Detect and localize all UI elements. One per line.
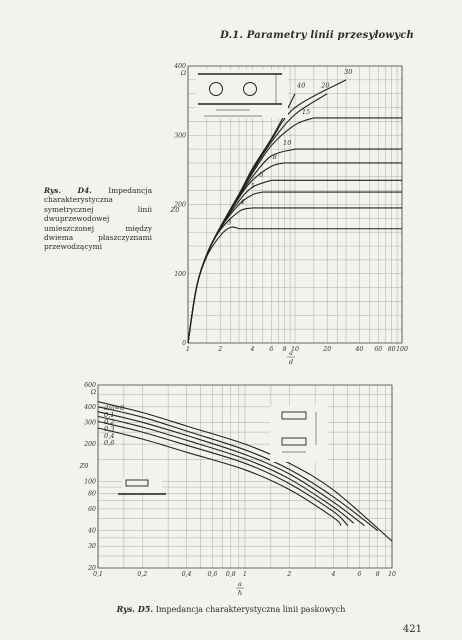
curve-label: 40 — [297, 81, 306, 90]
x-tick-label: 4 — [250, 346, 255, 353]
caption-d5-text: Impedancja charakterystyczna linii paskowych — [155, 605, 346, 614]
caption-d5-label: Rys. D5. — [116, 604, 154, 614]
y-tick-label: 400 — [84, 403, 96, 411]
x-tick-label: 6 — [357, 571, 362, 578]
y-tick-label: 100 — [84, 478, 96, 486]
x-tick-label: 1 — [186, 346, 190, 353]
x-tick-label: 100 — [396, 346, 408, 353]
x-tick-label: 0,8 — [225, 571, 236, 578]
curve-label: 3 — [227, 218, 232, 227]
curve-label: 6 — [259, 170, 264, 179]
inset-right-background — [270, 406, 328, 462]
y-tick-label: 600 — [84, 382, 96, 389]
y-tick-label: 80 — [88, 490, 96, 498]
y-tick-label: 20 — [88, 565, 96, 572]
y-axis-label: Z0 — [79, 462, 89, 470]
x-tick-label: 60 — [374, 346, 383, 353]
x-axis-label-denominator: h — [237, 589, 243, 597]
figure-caption-d5 — [0, 604, 462, 614]
y-tick-label: 300 — [84, 419, 96, 427]
y-tick-label: 30 — [88, 543, 96, 551]
curve-label: d/a=0 — [104, 404, 125, 412]
curve-label: 8 — [272, 152, 277, 161]
y-tick-label: 300 — [174, 132, 186, 140]
curve-label: 30 — [344, 67, 353, 76]
series-line-1-3 — [188, 180, 271, 343]
curve-label: 0,6 — [104, 439, 115, 447]
curve-label: 0,4 — [104, 432, 115, 440]
x-axis-label-denominator: d — [288, 358, 294, 366]
x-tick-label: 80 — [387, 346, 396, 353]
inset-background — [196, 70, 288, 118]
curve-label: 10 — [283, 139, 292, 148]
chart-d4 — [170, 63, 408, 366]
x-tick-label: 2 — [287, 571, 292, 578]
series-line-1-2 — [188, 192, 263, 343]
x-tick-label: 10 — [388, 571, 396, 578]
curve-label: 0,3 — [104, 425, 115, 433]
y-tick-label: 0 — [182, 340, 186, 347]
chart-d5 — [79, 382, 396, 597]
y-tick-label: 400 — [174, 63, 186, 70]
caption-d4-label: Rys. D4. — [44, 186, 92, 195]
x-tick-label: 8 — [375, 571, 380, 578]
page-number: 421 — [402, 624, 422, 635]
y-tick-label: 40 — [88, 527, 96, 535]
y-axis-label: Z0 — [170, 206, 180, 214]
y-tick-label: 200 — [174, 201, 186, 209]
curve-label: 20 — [321, 81, 330, 90]
y-unit-label: Ω — [90, 389, 96, 396]
curve-label: 0,1 — [104, 411, 115, 419]
curve-label: 4 — [240, 197, 245, 206]
x-axis-label-numerator: a — [289, 349, 293, 357]
series-line-1-0 — [188, 227, 239, 343]
x-tick-label: 0,6 — [207, 571, 218, 578]
x-tick-label: 0,4 — [181, 571, 192, 578]
x-tick-label: 4 — [331, 571, 336, 578]
y-tick-label: 100 — [174, 270, 186, 278]
caption-d4-text: Impedancja charakterystyczna symetrycznej linii dwuprzewodowej umieszczonej między dwiema płaszczyznami przewodzącymi — [44, 186, 152, 252]
x-tick-label: 6 — [269, 346, 274, 353]
x-tick-label: 0,2 — [137, 571, 148, 578]
x-tick-label: 0,1 — [93, 571, 103, 578]
x-tick-label: 40 — [355, 346, 364, 353]
y-tick-label: 200 — [84, 441, 96, 449]
x-tick-label: 20 — [323, 346, 332, 353]
x-axis-label-numerator: a — [238, 580, 242, 588]
curve-label: 15 — [301, 107, 311, 116]
y-unit-label: Ω — [180, 70, 186, 77]
x-tick-label: 8 — [282, 346, 287, 353]
y-tick-label: 60 — [88, 505, 96, 513]
x-tick-label: 10 — [291, 346, 299, 353]
x-tick-label: 1 — [243, 571, 247, 578]
curve-label: 5 — [250, 182, 255, 191]
series-line-1-8 — [188, 80, 346, 343]
running-header: D.1. Parametry linii przesyłowych — [220, 30, 414, 41]
series-line-2-1 — [98, 407, 378, 531]
x-tick-label: 2 — [218, 346, 223, 353]
curve-label: 0,2 — [104, 418, 115, 426]
series-line-1-4 — [188, 163, 285, 343]
